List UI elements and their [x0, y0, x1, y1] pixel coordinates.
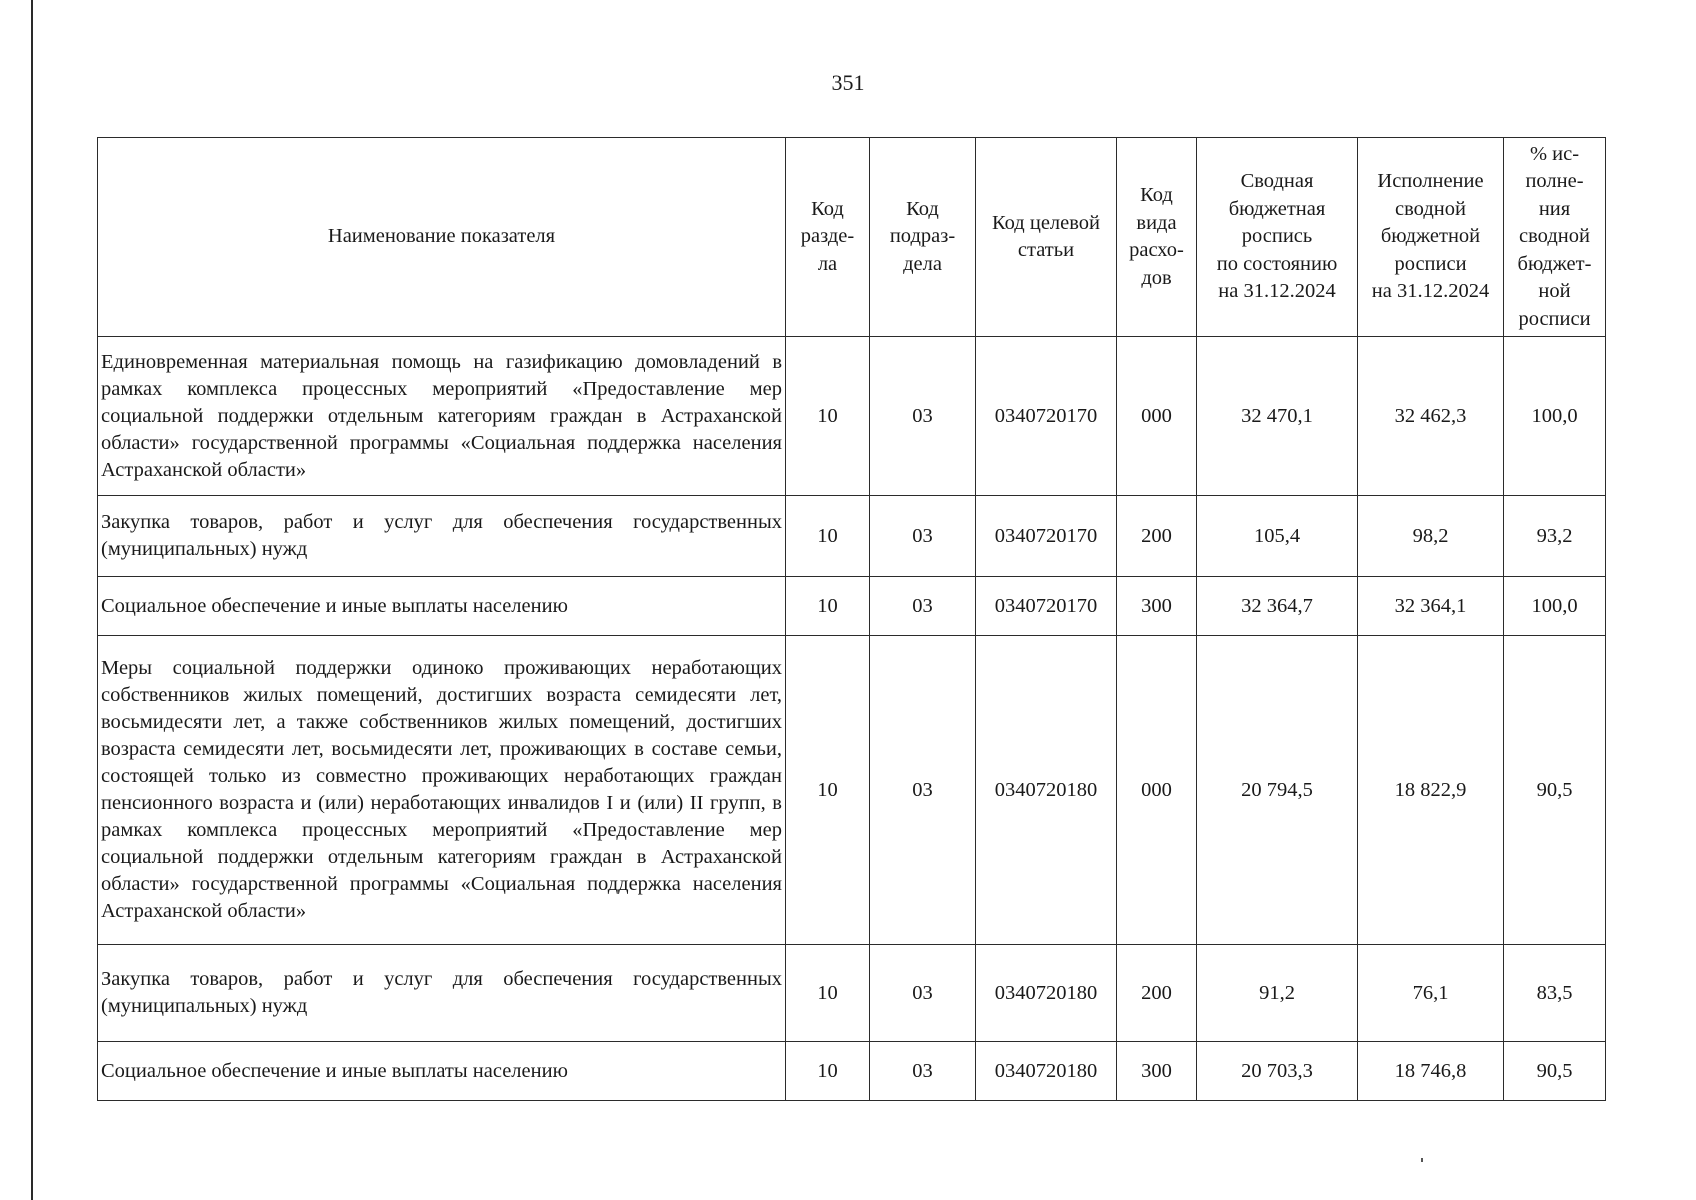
indicator-name-cell: Закупка товаров, работ и услуг для обеспечения государственных (муниципальных) нужд: [98, 496, 786, 577]
target-article-code-cell: 0340720180: [976, 1042, 1117, 1101]
budget-execution-table: [97, 137, 1606, 1101]
section-code-cell: 10: [786, 636, 870, 945]
indicator-name-cell: Меры социальной поддержки одиноко проживающих неработающих собственников жилых помещений, достигших возраста семидесяти лет, восьмидесяти лет, а также собственников жилых помещений, достигших возраста семидесяти лет, восьмидесяти лет, проживающих в составе семьи, состоящей только из совместно проживающих неработающих граждан пенсионного возраста и (или) неработающих инвалидов I и (или) II групп, в рамках комплекса процессных мероприятий «Предоставление мер социальной поддержки отдельным категориям граждан в Астраханской области» государственной программы «Социальная поддержка населения Астраханской области»: [98, 636, 786, 945]
scan-speck: [1421, 1158, 1423, 1162]
header-expense-type-code: Код вида расхо- дов: [1117, 138, 1197, 337]
target-article-code-cell: 0340720170: [976, 577, 1117, 636]
header-section-code: Код разде- ла: [786, 138, 870, 337]
subsection-code-cell: 03: [870, 945, 976, 1042]
header-planned-budget: Сводная бюджетная роспись по состоянию на 31.12.2024: [1197, 138, 1358, 337]
page-number: 351: [831, 70, 865, 95]
expense-type-code-cell: 200: [1117, 945, 1197, 1042]
table-header-row: [98, 138, 1606, 337]
table-row: [98, 496, 1606, 577]
target-article-code-cell: 0340720180: [976, 945, 1117, 1042]
target-article-code-cell: 0340720170: [976, 337, 1117, 496]
subsection-code-cell: 03: [870, 577, 976, 636]
indicator-name-cell: Социальное обеспечение и иные выплаты населению: [98, 577, 786, 636]
planned-amount-cell: 91,2: [1197, 945, 1358, 1042]
execution-percent-cell: 100,0: [1504, 577, 1606, 636]
executed-amount-cell: 18 822,9: [1358, 636, 1504, 945]
expense-type-code-cell: 300: [1117, 1042, 1197, 1101]
indicator-name-cell: Закупка товаров, работ и услуг для обеспечения государственных (муниципальных) нужд: [98, 945, 786, 1042]
subsection-code-cell: 03: [870, 1042, 976, 1101]
subsection-code-cell: 03: [870, 496, 976, 577]
target-article-code-cell: 0340720180: [976, 636, 1117, 945]
table-row: [98, 1042, 1606, 1101]
expense-type-code-cell: 200: [1117, 496, 1197, 577]
executed-amount-cell: 18 746,8: [1358, 1042, 1504, 1101]
executed-amount-cell: 32 462,3: [1358, 337, 1504, 496]
target-article-code-cell: 0340720170: [976, 496, 1117, 577]
table-row: [98, 636, 1606, 945]
execution-percent-cell: 100,0: [1504, 337, 1606, 496]
left-margin-rule: [31, 0, 33, 1200]
header-target-article-code: Код целевой статьи: [976, 138, 1117, 337]
execution-percent-cell: 90,5: [1504, 636, 1606, 945]
planned-amount-cell: 32 470,1: [1197, 337, 1358, 496]
planned-amount-cell: 32 364,7: [1197, 577, 1358, 636]
section-code-cell: 10: [786, 577, 870, 636]
header-executed-budget: Исполнение сводной бюджетной росписи на 31.12.2024: [1358, 138, 1504, 337]
planned-amount-cell: 20 703,3: [1197, 1042, 1358, 1101]
executed-amount-cell: 32 364,1: [1358, 577, 1504, 636]
table-row: [98, 945, 1606, 1042]
section-code-cell: 10: [786, 1042, 870, 1101]
section-code-cell: 10: [786, 945, 870, 1042]
header-indicator-name: Наименование показателя: [98, 138, 786, 337]
table-row: [98, 337, 1606, 496]
execution-percent-cell: 90,5: [1504, 1042, 1606, 1101]
executed-amount-cell: 76,1: [1358, 945, 1504, 1042]
section-code-cell: 10: [786, 496, 870, 577]
expense-type-code-cell: 000: [1117, 337, 1197, 496]
header-subsection-code: Код подраз- дела: [870, 138, 976, 337]
expense-type-code-cell: 300: [1117, 577, 1197, 636]
execution-percent-cell: 83,5: [1504, 945, 1606, 1042]
planned-amount-cell: 105,4: [1197, 496, 1358, 577]
planned-amount-cell: 20 794,5: [1197, 636, 1358, 945]
executed-amount-cell: 98,2: [1358, 496, 1504, 577]
subsection-code-cell: 03: [870, 337, 976, 496]
section-code-cell: 10: [786, 337, 870, 496]
subsection-code-cell: 03: [870, 636, 976, 945]
indicator-name-cell: Социальное обеспечение и иные выплаты населению: [98, 1042, 786, 1101]
header-execution-percent: % ис- полне- ния сводной бюджет- ной росписи: [1504, 138, 1606, 337]
expense-type-code-cell: 000: [1117, 636, 1197, 945]
execution-percent-cell: 93,2: [1504, 496, 1606, 577]
indicator-name-cell: Единовременная материальная помощь на газификацию домовладений в рамках комплекса процессных мероприятий «Предоставление мер социальной поддержки отдельным категориям граждан в Астраханской области» государственной программы «Социальная поддержка населения Астраханской области»: [98, 337, 786, 496]
table-row: [98, 577, 1606, 636]
